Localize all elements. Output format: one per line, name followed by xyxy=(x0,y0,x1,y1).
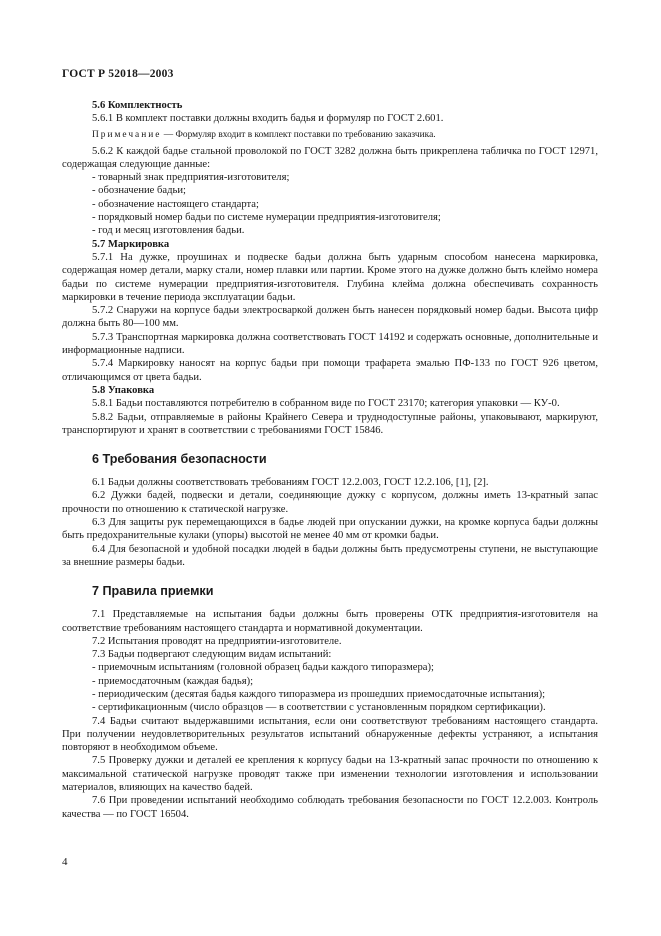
page-number: 4 xyxy=(62,856,68,868)
section-6-title: 6 Требования безопасности xyxy=(92,452,267,467)
para-5-6-2: 5.6.2 К каждой бадье стальной проволокой по ГОСТ 3282 должна быть прикреплена табличка по ГОСТ 12971, содержащая следующие данные: xyxy=(62,145,598,170)
para-7-3: 7.3 Бадьи подвергают следующим видам испытаний: xyxy=(92,649,332,661)
list-item: - товарный знак предприятия-изготовителя; xyxy=(92,172,290,184)
list-item: - приемочным испытаниям (головной образец бадьи каждого типоразмера); xyxy=(92,662,434,674)
para-6-1: 6.1 Бадьи должны соответствовать требованиям ГОСТ 12.2.003, ГОСТ 12.2.106, [1], [2]. xyxy=(92,477,489,489)
list-item: - обозначение бадьи; xyxy=(92,185,186,197)
section-5-8-title: 5.8 Упаковка xyxy=(92,384,155,396)
note xyxy=(62,129,598,141)
para-5-6-1: 5.6.1 В комплект поставки должны входить бадья и формуляр по ГОСТ 2.601. xyxy=(92,113,444,125)
section-5-7-title: 5.7 Маркировка xyxy=(92,238,170,250)
para-7-2: 7.2 Испытания проводят на предприятии-изготовителе. xyxy=(92,635,342,647)
para-6-3: 6.3 Для защиты рук перемещающихся в бадье людей при опускании дужки, на кромке корпуса бадьи должны быть предохранительные кулаки (упоры) высотой не менее 40 мм от кромки бадьи. xyxy=(62,517,598,542)
section-7-title: 7 Правила приемки xyxy=(92,584,214,599)
para-7-4: 7.4 Бадьи считают выдержавшими испытания, если они соответствуют требованиям настоящего стандарта. При получении неудовлетворительных результатов испытаний обнаруженные дефекты устраняют, а испытания повторяют в необходимом объеме. xyxy=(62,715,598,754)
para-7-5: 7.5 Проверку дужки и деталей ее крепления к корпусу бадьи на 13-кратный запас прочности по отношению к максимальной статической нагрузке проводят также при изменении технологии изготовления и использовании материалов, влияющих на качество бадей. xyxy=(62,755,598,794)
para-5-8-1: 5.8.1 Бадьи поставляются потребителю в собранном виде по ГОСТ 23170; категория упаковки — КУ-0. xyxy=(92,398,560,410)
list-item: - год и месяц изготовления бадьи. xyxy=(92,225,245,237)
note-label: Примечание xyxy=(92,129,162,140)
list-item: - приемосдаточным (каждая бадья); xyxy=(92,675,254,687)
para-6-4: 6.4 Для безопасной и удобной посадки людей в бадьи должны быть предусмотрены ступени, не выступающие за внешние размеры бадьи. xyxy=(62,543,598,568)
para-5-7-3: 5.7.3 Транспортная маркировка должна соответствовать ГОСТ 14192 и содержать основные, дополнительные и информационные надписи. xyxy=(62,331,598,357)
document-header: ГОСТ Р 52018—2003 xyxy=(62,68,174,80)
list-item: - порядковый номер бадьи по системе нумерации предприятия-изготовителя; xyxy=(92,212,441,224)
list-item: - обозначение настоящего стандарта; xyxy=(92,198,259,210)
section-5-6-title: 5.6 Комплектность xyxy=(92,100,183,111)
para-7-1: 7.1 Представляемые на испытания бадьи должны быть проверены ОТК предприятия-изготовителя на соответствие требованиям настоящего стандарта и нормативной документации. xyxy=(62,609,598,634)
para-5-7-4: 5.7.4 Маркировку наносят на корпус бадьи при помощи трафарета эмалью ПФ-133 по ГОСТ 926 цветом, отличающимся от цвета бадьи. xyxy=(62,358,598,383)
document-body xyxy=(62,99,598,821)
list-item: - сертификационным (число образцов — в соответствии с установленным порядком сертификации). xyxy=(92,702,546,714)
para-7-6: 7.6 При проведении испытаний необходимо соблюдать требования безопасности по ГОСТ 12.2.003. Контроль качества — по ГОСТ 16504. xyxy=(62,795,598,820)
para-5-7-2: 5.7.2 Снаружи на корпусе бадьи электросваркой должен быть нанесен порядковый номер бадьи. Высота цифр должна быть 80—100 мм. xyxy=(62,305,598,330)
para-5-7-1: 5.7.1 На дужке, проушинах и подвеске бадьи должна быть ударным способом нанесена маркировка, содержащая номер детали, марку стали, номер плавки или партии. Кроме этого на дужке должно быть клеймо номера бадьи по системе нумерации предприятия-изготовителя. Глубина клейма должна обеспечивать сохранность маркировки в течение периода эксплуатации бадьи. xyxy=(62,251,598,303)
para-5-8-2: 5.8.2 Бадьи, отправляемые в районы Крайнего Севера и труднодоступные районы, упаковывают, маркируют, транспортируют и хранят в соответствии с требованиями ГОСТ 15846. xyxy=(62,411,598,436)
list-item: - периодическим (десятая бадья каждого типоразмера из прошедших приемосдаточные испытания); xyxy=(92,688,546,700)
para-6-2: 6.2 Дужки бадей, подвески и детали, соединяющие дужку с корпусом, должны иметь 13-кратный запас прочности по отношению к статической нагрузке. xyxy=(62,490,598,515)
note-text: — Формуляр входит в комплект поставки по требованию заказчика. xyxy=(161,129,436,140)
